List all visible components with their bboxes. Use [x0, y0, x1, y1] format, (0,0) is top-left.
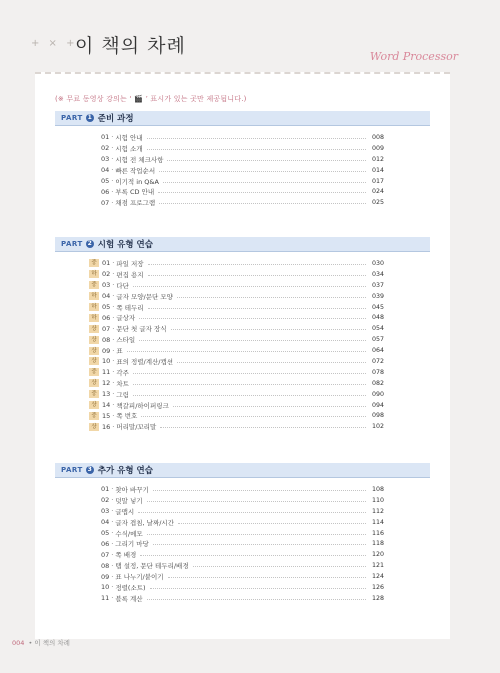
- dot-leader: [160, 427, 366, 428]
- entry-label: 표: [116, 347, 123, 356]
- entry-page: 082: [371, 379, 384, 387]
- dot-leader: [193, 566, 366, 567]
- dot-leader: [147, 138, 366, 139]
- entry-page: 012: [371, 155, 384, 163]
- toc-section: [55, 111, 430, 208]
- entry-separator: ·: [112, 281, 115, 290]
- entry-page: 114: [371, 518, 384, 526]
- entry-page: 121: [371, 562, 384, 570]
- toc-entry[interactable]: [91, 323, 384, 334]
- toc-entry[interactable]: [91, 410, 384, 421]
- toc-entry[interactable]: [91, 269, 384, 280]
- toc-entry[interactable]: [101, 176, 384, 187]
- entry-number: 08: [102, 335, 111, 344]
- entry-separator: ·: [112, 259, 115, 268]
- dot-leader: [139, 340, 366, 341]
- part-number-badge: 1: [87, 114, 92, 121]
- entry-label: 책갈피/하이퍼링크: [116, 401, 169, 410]
- difficulty-badge: 하: [89, 314, 99, 322]
- page-number: 004: [12, 639, 25, 647]
- difficulty-badge: 하: [89, 270, 99, 278]
- difficulty-badge: 중: [89, 412, 99, 420]
- entry-page: 024: [371, 188, 384, 196]
- entry-separator: ·: [112, 357, 115, 366]
- dot-leader: [127, 351, 366, 352]
- difficulty-badge: 중: [89, 259, 99, 267]
- dot-leader: [150, 588, 366, 589]
- toc-section: [55, 463, 430, 604]
- dot-leader: [178, 523, 366, 524]
- entry-separator: ·: [112, 411, 115, 420]
- entry-label: 부록 CD 안내: [115, 188, 155, 197]
- toc-entry[interactable]: [91, 421, 384, 432]
- entry-page: 037: [371, 281, 384, 289]
- entry-number: 07: [101, 550, 110, 559]
- toc-entry[interactable]: [101, 549, 384, 560]
- dot-leader: [163, 182, 366, 183]
- entry-label: 글자 모양/문단 모양: [116, 292, 173, 301]
- entry-number: 10: [101, 583, 110, 592]
- dot-leader: [173, 406, 366, 407]
- entry-separator: ·: [112, 401, 115, 410]
- difficulty-badge: 중: [89, 390, 99, 398]
- entry-label: 표 나누기/붙이기: [115, 573, 164, 582]
- entry-number: 06: [101, 539, 110, 548]
- entry-number: 02: [101, 496, 110, 505]
- entry-number: 03: [101, 507, 110, 516]
- toc-entry[interactable]: [91, 280, 384, 291]
- toc-entry[interactable]: [101, 582, 384, 593]
- dot-leader: [133, 373, 366, 374]
- entry-number: 07: [102, 324, 111, 333]
- entry-page: 126: [371, 583, 384, 591]
- entry-separator: ·: [111, 496, 114, 505]
- entry-separator: ·: [111, 144, 114, 153]
- part-title: 추가 유형 연습: [97, 466, 153, 476]
- dot-leader: [147, 501, 366, 502]
- dot-leader: [141, 416, 366, 417]
- entry-separator: ·: [112, 390, 115, 399]
- entry-page: 102: [371, 423, 384, 431]
- entry-separator: ·: [111, 539, 114, 548]
- entry-number: 04: [102, 292, 111, 301]
- entry-number: 15: [102, 411, 111, 420]
- dot-leader: [139, 318, 366, 319]
- entry-page: 116: [371, 529, 384, 537]
- entry-separator: ·: [112, 368, 115, 377]
- dot-leader: [148, 264, 366, 265]
- dot-leader: [148, 275, 366, 276]
- dot-leader: [177, 297, 366, 298]
- toc-entry[interactable]: [101, 560, 384, 571]
- entry-page: 034: [371, 270, 384, 278]
- dot-leader: [133, 395, 366, 396]
- toc-entry[interactable]: [91, 334, 384, 345]
- entry-page: 108: [371, 485, 384, 493]
- entry-number: 07: [101, 198, 110, 207]
- entry-label: 차트: [116, 379, 129, 388]
- dot-leader: [138, 512, 366, 513]
- part-tag: PART: [61, 240, 83, 248]
- part-title: 준비 과정: [97, 114, 134, 124]
- dot-leader: [171, 329, 366, 330]
- entry-separator: ·: [111, 572, 114, 581]
- entry-label: 시험 안내: [115, 133, 143, 142]
- dot-leader: [153, 490, 366, 491]
- dot-leader: [147, 534, 366, 535]
- part-header: [55, 111, 430, 126]
- toc-entry[interactable]: [101, 538, 384, 549]
- entry-separator: ·: [111, 518, 114, 527]
- difficulty-badge: 상: [89, 325, 99, 333]
- toc-entry[interactable]: [101, 154, 384, 165]
- entry-page: 057: [371, 336, 384, 344]
- entry-number: 10: [102, 357, 111, 366]
- entry-label: 탭 설정, 문단 테두리/배경: [115, 562, 189, 571]
- entry-page: 064: [371, 347, 384, 355]
- entry-number: 05: [101, 529, 110, 537]
- entry-separator: ·: [111, 561, 114, 570]
- entry-separator: ·: [112, 335, 115, 344]
- entry-label: 글맵시: [115, 507, 135, 516]
- entry-separator: ·: [112, 313, 115, 322]
- toc-list: [55, 478, 384, 604]
- entry-separator: ·: [111, 177, 114, 185]
- entry-page: 090: [371, 390, 384, 398]
- entry-separator: ·: [111, 507, 114, 516]
- entry-label: 채점 프로그램: [115, 199, 156, 208]
- entry-label: 쪽 테두리: [116, 303, 144, 312]
- entry-label: 머리말/꼬리말: [116, 423, 157, 432]
- dot-leader: [148, 308, 366, 309]
- entry-number: 01: [101, 485, 110, 494]
- entry-page: 008: [371, 133, 384, 141]
- entry-page: 030: [371, 259, 384, 267]
- difficulty-badge: 상: [89, 336, 99, 344]
- difficulty-badge: 중: [89, 281, 99, 289]
- page-title: 이 책의 차례: [75, 35, 186, 57]
- entry-label: 쪽 배경: [115, 551, 137, 560]
- entry-separator: ·: [112, 303, 115, 311]
- dot-leader: [140, 555, 366, 556]
- part-tag: PART: [61, 114, 83, 122]
- toc-entry[interactable]: [101, 484, 384, 495]
- entry-page: 045: [371, 303, 384, 311]
- entry-label: 다단: [116, 281, 129, 290]
- entry-number: 12: [102, 379, 111, 388]
- part-tag: PART: [61, 466, 83, 474]
- entry-number: 01: [102, 259, 111, 268]
- entry-label: 이기적 in Q&A: [115, 177, 159, 186]
- entry-label: 문단 첫 글자 장식: [116, 325, 167, 334]
- part-number-badge: 2: [87, 240, 92, 247]
- brand-logo: Word Processor: [369, 50, 458, 63]
- entry-label: 글상자: [116, 314, 136, 323]
- entry-separator: ·: [112, 324, 115, 333]
- entry-number: 01: [101, 133, 110, 142]
- entry-page: 017: [371, 177, 384, 185]
- entry-separator: ·: [111, 133, 114, 142]
- entry-number: 02: [101, 144, 110, 153]
- dot-leader: [133, 286, 366, 287]
- entry-page: 128: [371, 594, 384, 602]
- toc-entry[interactable]: [101, 506, 384, 517]
- entry-page: 039: [371, 292, 384, 300]
- dot-leader: [133, 384, 366, 385]
- entry-number: 06: [102, 313, 111, 322]
- video-lecture-note: (※ 무료 동영상 강의는 ‘ 🎬 ’ 표시가 있는 곳만 제공됩니다.): [55, 95, 247, 103]
- dot-leader: [159, 171, 366, 172]
- difficulty-badge: 상: [89, 401, 99, 409]
- entry-separator: ·: [111, 583, 114, 592]
- entry-label: 쪽 번호: [116, 412, 138, 421]
- entry-label: 정렬(소트): [115, 583, 146, 592]
- toc-entry[interactable]: [101, 143, 384, 154]
- entry-separator: ·: [111, 166, 114, 175]
- part-header: [55, 237, 430, 252]
- toc-entry[interactable]: [101, 197, 384, 208]
- entry-separator: ·: [112, 379, 115, 388]
- entry-page: 094: [371, 401, 384, 409]
- dot-leader: [158, 192, 366, 193]
- entry-page: 120: [371, 551, 384, 559]
- toc-entry[interactable]: [91, 302, 384, 313]
- entry-number: 11: [101, 594, 110, 603]
- entry-number: 02: [102, 270, 111, 279]
- entry-label: 스타일: [116, 336, 136, 345]
- entry-number: 14: [102, 401, 111, 410]
- entry-separator: ·: [112, 346, 115, 355]
- entry-label: 글자 겹침, 날짜/시간: [115, 518, 174, 527]
- entry-page: 025: [371, 199, 384, 207]
- entry-separator: ·: [111, 594, 114, 603]
- footer-text: • 이 책의 차례: [28, 639, 70, 647]
- toc-entry[interactable]: [101, 528, 384, 539]
- toc-section: [55, 237, 430, 432]
- difficulty-badge: 하: [89, 292, 99, 300]
- entry-separator: ·: [112, 270, 115, 279]
- entry-page: 048: [371, 314, 384, 322]
- entry-separator: ·: [111, 198, 114, 207]
- dot-leader: [147, 599, 366, 600]
- entry-number: 09: [102, 346, 111, 355]
- entry-label: 덧말 넣기: [115, 496, 143, 505]
- entry-page: 110: [371, 496, 384, 504]
- entry-separator: ·: [111, 187, 114, 196]
- entry-page: 118: [371, 540, 384, 548]
- entry-number: 03: [102, 281, 111, 290]
- entry-label: 그림: [116, 390, 129, 399]
- page-footer: [12, 638, 70, 647]
- entry-number: 04: [101, 166, 110, 175]
- dot-leader: [153, 544, 366, 545]
- entry-number: 16: [102, 422, 111, 431]
- entry-separator: ·: [111, 155, 114, 164]
- entry-page: 078: [371, 368, 384, 376]
- dot-leader: [147, 149, 366, 150]
- entry-separator: ·: [111, 485, 114, 494]
- toc-entry[interactable]: [91, 378, 384, 389]
- entry-separator: ·: [112, 292, 115, 301]
- entry-number: 04: [101, 518, 110, 527]
- entry-label: 시험 전 체크사항: [115, 155, 164, 164]
- toc-entry[interactable]: [101, 517, 384, 528]
- part-title: 시험 유형 연습: [97, 240, 153, 250]
- toc-entry[interactable]: [101, 165, 384, 176]
- entry-label: 파일 저장: [116, 259, 144, 268]
- toc-entry[interactable]: [91, 400, 384, 411]
- toc-entry[interactable]: [101, 593, 384, 604]
- entry-page: 112: [371, 507, 384, 515]
- entry-number: 09: [101, 572, 110, 581]
- entry-number: 05: [102, 303, 111, 311]
- entry-page: 098: [371, 412, 384, 420]
- entry-number: 11: [102, 368, 111, 377]
- entry-separator: ·: [111, 529, 114, 537]
- toc-entry[interactable]: [91, 389, 384, 400]
- entry-separator: ·: [112, 422, 115, 431]
- toc-list: [55, 126, 384, 208]
- entry-number: 06: [101, 187, 110, 196]
- part-header: [55, 463, 430, 478]
- dot-leader: [167, 160, 366, 161]
- entry-label: 그리기 마당: [115, 540, 149, 549]
- toc-entry[interactable]: [101, 495, 384, 506]
- difficulty-badge: 하: [89, 303, 99, 311]
- entry-label: 수식/메모: [115, 529, 143, 538]
- entry-label: 시험 소개: [115, 144, 143, 153]
- entry-separator: ·: [111, 550, 114, 559]
- toc-entry[interactable]: [91, 367, 384, 378]
- entry-page: 014: [371, 166, 384, 174]
- entry-page: 124: [371, 573, 384, 581]
- difficulty-badge: 상: [89, 423, 99, 431]
- toc-entry[interactable]: [101, 571, 384, 582]
- difficulty-badge: 상: [89, 357, 99, 365]
- entry-number: 05: [101, 177, 110, 185]
- entry-number: 08: [101, 561, 110, 570]
- dot-leader: [159, 203, 366, 204]
- toc-entry[interactable]: [91, 356, 384, 367]
- page-header: [0, 0, 500, 72]
- entry-label: 블록 계산: [115, 594, 143, 603]
- part-number-badge: 3: [87, 466, 92, 473]
- entry-number: 13: [102, 390, 111, 399]
- difficulty-badge: 중: [89, 368, 99, 376]
- toc-list: [55, 252, 384, 432]
- toc-entry[interactable]: [101, 132, 384, 143]
- entry-page: 072: [371, 357, 384, 365]
- entry-label: 각주: [116, 368, 129, 377]
- header-decoration: + × +: [31, 38, 78, 49]
- entry-label: 표의 정렬/계산/캡션: [116, 357, 174, 366]
- toc-entry[interactable]: [101, 186, 384, 197]
- entry-label: 찾아 바꾸기: [115, 485, 149, 494]
- toc-entry[interactable]: [91, 291, 384, 302]
- toc-entry[interactable]: [91, 312, 384, 323]
- toc-entry[interactable]: [91, 345, 384, 356]
- difficulty-badge: 상: [89, 379, 99, 387]
- entry-number: 03: [101, 155, 110, 164]
- entry-label: 빠른 작업순서: [115, 166, 156, 175]
- entry-page: 009: [371, 144, 384, 152]
- dot-leader: [177, 362, 366, 363]
- entry-label: 편집 용지: [116, 270, 144, 279]
- difficulty-badge: 상: [89, 347, 99, 355]
- toc-entry[interactable]: [91, 258, 384, 269]
- dot-leader: [168, 577, 366, 578]
- entry-page: 054: [371, 325, 384, 333]
